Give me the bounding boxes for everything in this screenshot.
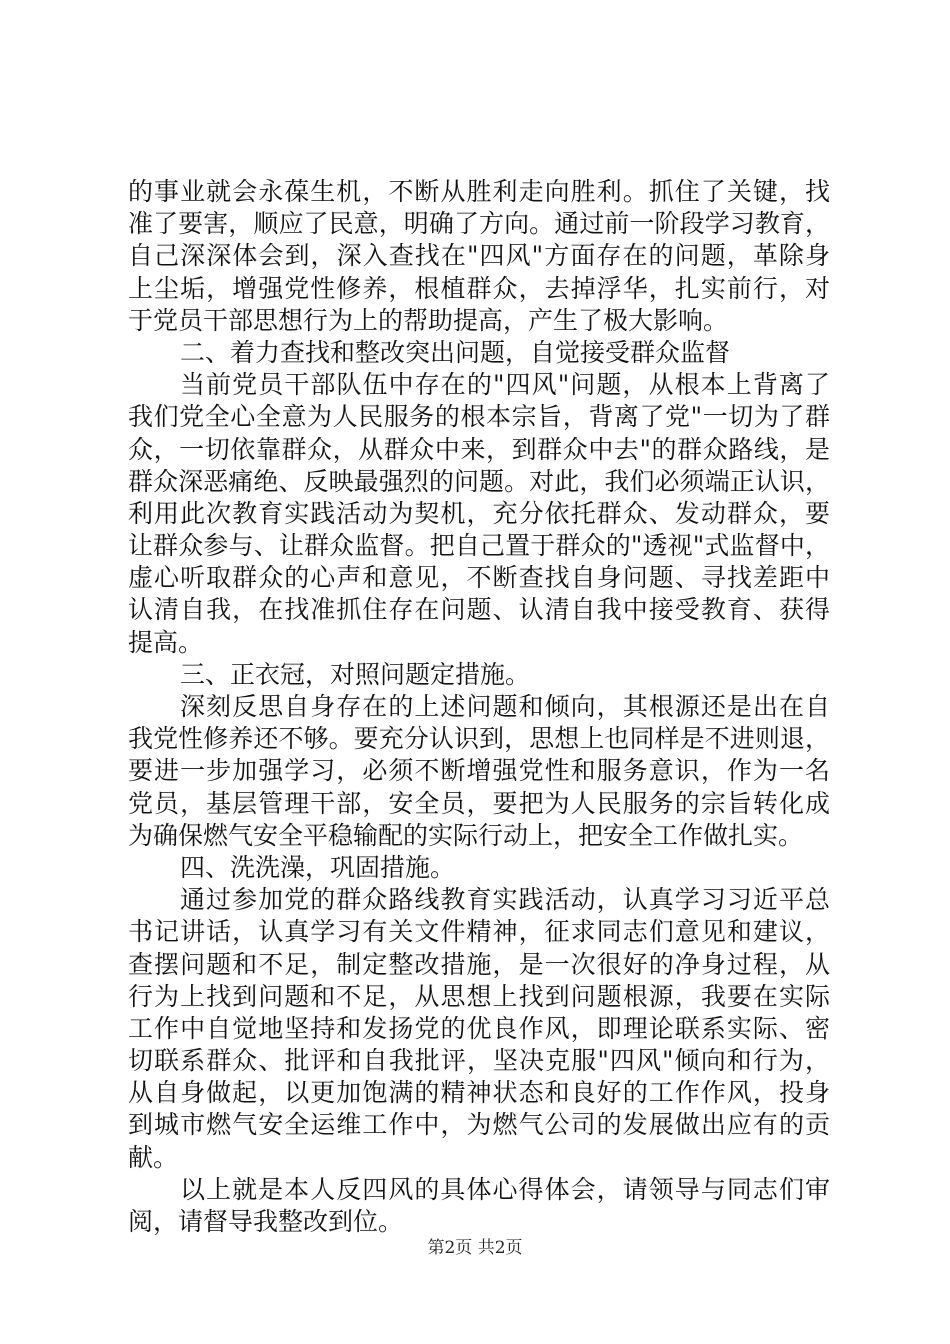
text-line: 二、着力查找和整改突出问题，自觉接受群众监督 xyxy=(180,337,731,367)
text-line: 深刻反思自身存在的上述问题和倾向，其根源还是出在自 xyxy=(180,692,830,721)
text-line: 上尘垢，增强党性修养，根植群众，去掉浮华，扎实前行，对 xyxy=(128,273,830,303)
text-line: 到城市燃气安全运维工作中，为燃气公司的发展做出应有的贡 xyxy=(128,1110,830,1140)
text-line: 我党性修养还不够。要充分认识到，思想上也同样是不进则退， xyxy=(128,724,830,754)
text-line: 行为上找到问题和不足，从思想上找到问题根源，我要在实际 xyxy=(128,981,830,1011)
text-line: 准了要害，顺应了民意，明确了方向。通过前一阶段学习教育， xyxy=(128,209,830,239)
text-line: 党员，基层管理干部，安全员，要把为人民服务的宗旨转化成 xyxy=(128,788,830,818)
text-line: 献。 xyxy=(128,1142,179,1172)
text-line: 利用此次教育实践活动为契机，充分依托群众、发动群众，要 xyxy=(128,498,830,528)
text-line: 工作中自觉地坚持和发扬党的优良作风，即理论联系实际、密 xyxy=(128,1013,830,1043)
text-line: 当前党员干部队伍中存在的"四风"问题，从根本上背离了 xyxy=(180,370,830,400)
text-line: 于党员干部思想行为上的帮助提高，产生了极大影响。 xyxy=(128,305,729,335)
text-line: 三、正衣冠，对照问题定措施。 xyxy=(180,659,531,689)
text-line: 阅，请督导我整改到位。 xyxy=(128,1207,404,1236)
text-line: 以上就是本人反四风的具体心得体会，请领导与同志们审 xyxy=(180,1174,830,1204)
text-line: 虚心听取群众的心声和意见，不断查找自身问题、寻找差距中 xyxy=(128,563,830,593)
text-line: 为确保燃气安全平稳输配的实际行动上，把安全工作做扎实。 xyxy=(128,820,804,850)
text-line: 查摆问题和不足，制定整改措施，是一次很好的净身过程，从 xyxy=(128,949,830,979)
text-line: 切联系群众、批评和自我批评，坚决克服"四风"倾向和行为， xyxy=(128,1046,830,1076)
text-line: 群众深恶痛绝、反映最强烈的问题。对此，我们必须端正认识， xyxy=(128,466,830,496)
document-body xyxy=(128,176,830,1238)
text-line: 书记讲话，认真学习有关文件精神，征求同志们意见和建议， xyxy=(128,917,830,947)
text-line: 自己深深体会到，深入查找在"四风"方面存在的问题，革除身 xyxy=(128,241,830,271)
text-line: 提高。 xyxy=(128,627,204,657)
text-line: 我们党全心全意为人民服务的根本宗旨，背离了党"一切为了群 xyxy=(128,402,830,432)
text-line: 众，一切依靠群众，从群众中来，到群众中去"的群众路线，是 xyxy=(128,434,830,464)
text-line: 的事业就会永葆生机，不断从胜利走向胜利。抓住了关键，找 xyxy=(128,177,830,206)
text-line: 认清自我，在找准抓住存在问题、认清自我中接受教育、获得 xyxy=(128,595,830,625)
page-footer: 第2页 共2页 xyxy=(427,1238,523,1258)
text-line: 从自身做起，以更加饱满的精神状态和良好的工作作风，投身 xyxy=(128,1078,830,1108)
text-line: 要进一步加强学习，必须不断增强党性和服务意识，作为一名 xyxy=(128,756,830,786)
text-line: 让群众参与、让群众监督。把自己置于群众的"透视"式监督中， xyxy=(128,531,830,561)
text-line: 通过参加党的群众路线教育实践活动，认真学习习近平总 xyxy=(180,885,830,915)
text-line: 四、洗洗澡，巩固措施。 xyxy=(180,852,456,882)
